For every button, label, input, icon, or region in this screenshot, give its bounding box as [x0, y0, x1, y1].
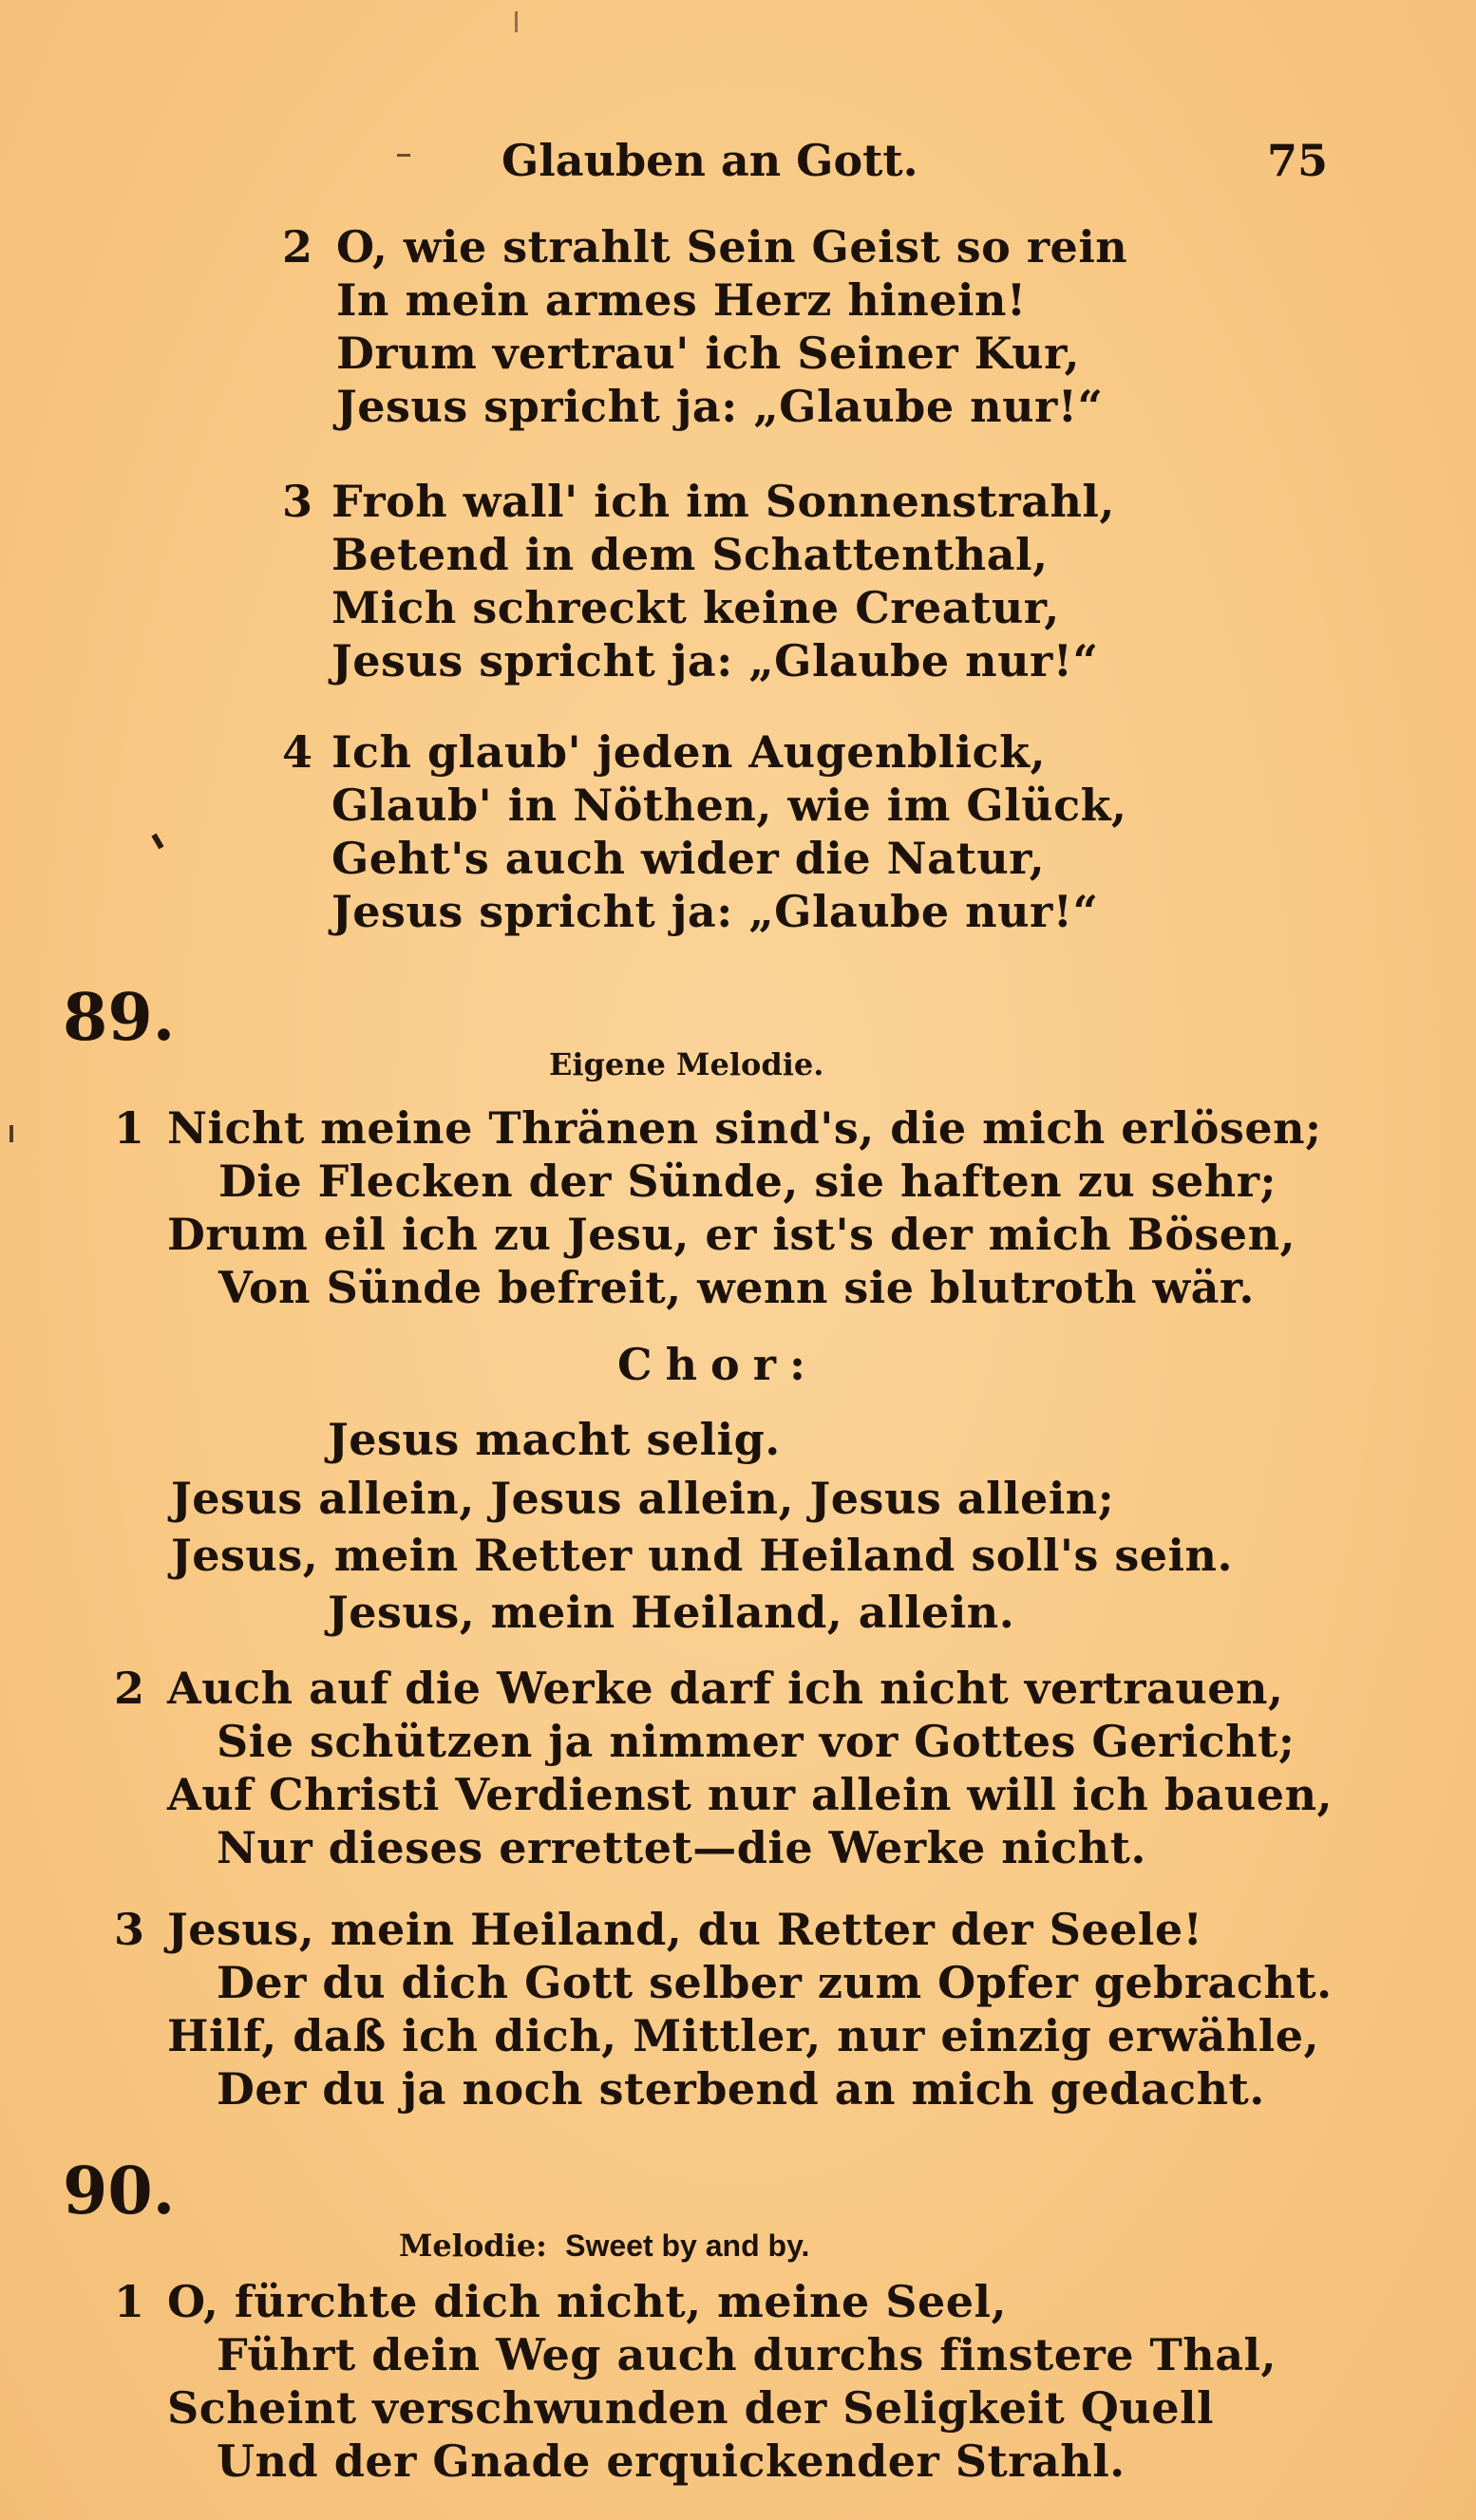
ink-speck: [151, 834, 163, 850]
verse-line: Und der Gnade erquickender Strahl.: [217, 2435, 1126, 2487]
verse-line: Jesus spricht ja: „Glaube nur!“: [331, 635, 1099, 686]
chorus-line: Jesus macht selig.: [328, 1414, 781, 1465]
verse-line: Geht's auch wider die Natur,: [331, 833, 1046, 884]
verse-line: Betend in dem Schattenthal,: [331, 529, 1049, 580]
verse-line: Jesus, mein Heiland, du Retter der Seele!: [167, 1904, 1203, 1955]
running-title: Glauben an Gott.: [501, 135, 918, 186]
hymn-number: 89.: [63, 980, 176, 1056]
verse-line: Auch auf die Werke darf ich nicht vertrauen,: [167, 1663, 1284, 1714]
melody-label: Melodie:: [399, 2228, 547, 2264]
verse-line: Nur dieses errettet—die Werke nicht.: [217, 1822, 1146, 1873]
verse-line: O, wie strahlt Sein Geist so rein: [336, 221, 1128, 273]
verse-line: Froh wall' ich im Sonnenstrahl,: [331, 476, 1115, 527]
verse-line: Ich glaub' jeden Augenblick,: [331, 726, 1046, 778]
verse-line: Auf Christi Verdienst nur allein will ich bauen,: [167, 1769, 1334, 1820]
verse-line: Jesus spricht ja: „Glaube nur!“: [331, 886, 1099, 937]
verse-number: 3: [114, 1904, 145, 1955]
hymn-number: 90.: [63, 2153, 176, 2229]
verse-number: 4: [282, 726, 313, 778]
verse-line: Der du ja noch sterbend an mich gedacht.: [217, 2063, 1265, 2115]
chorus-line: Jesus, mein Heiland, allein.: [328, 1587, 1015, 1638]
verse-line: Jesus spricht ja: „Glaube nur!“: [336, 381, 1104, 432]
verse-number: 2: [282, 221, 313, 273]
page-number: 75: [1267, 135, 1329, 186]
verse-line: Führt dein Weg auch durchs finstere Thal,: [217, 2329, 1277, 2380]
verse-line: In mein armes Herz hinein!: [336, 274, 1027, 326]
verse-number: 1: [114, 1102, 145, 1154]
ink-speck: [9, 1125, 13, 1142]
melody-title: Sweet by and by.: [565, 2229, 810, 2263]
verse-line: Sie schützen ja nimmer vor Gottes Gericht;: [217, 1716, 1296, 1767]
verse-line: Der du dich Gott selber zum Opfer gebracht.: [217, 1957, 1333, 2008]
verse-line: Die Flecken der Sünde, sie haften zu sehr;: [218, 1156, 1277, 1207]
chorus-line: Jesus allein, Jesus allein, Jesus allein;: [171, 1473, 1115, 1524]
verse-number: 1: [114, 2276, 145, 2327]
verse-line: Von Sünde befreit, wenn sie blutroth wär.: [218, 1262, 1255, 1313]
ink-dash: [397, 154, 410, 157]
ink-speck: [515, 11, 518, 32]
verse-line: O, fürchte dich nicht, meine Seel,: [167, 2276, 1007, 2327]
chorus-line: Jesus, mein Retter und Heiland soll's sein.: [171, 1530, 1233, 1581]
verse-line: Scheint verschwunden der Seligkeit Quell: [167, 2382, 1214, 2434]
verse-line: Drum vertrau' ich Seiner Kur,: [336, 328, 1081, 379]
verse-line: Hilf, daß ich dich, Mittler, nur einzig erwähle,: [167, 2010, 1319, 2061]
melody-note: [399, 2228, 809, 2264]
verse-number: 2: [114, 1663, 145, 1714]
verse-line: Nicht meine Thränen sind's, die mich erlösen;: [167, 1102, 1322, 1154]
verse-line: Drum eil ich zu Jesu, er ist's der mich Bösen,: [167, 1209, 1296, 1260]
chorus-label: Chor:: [617, 1339, 819, 1390]
melody-note: Eigene Melodie.: [549, 1046, 824, 1082]
verse-line: Mich schreckt keine Creatur,: [331, 582, 1060, 633]
verse-line: Glaub' in Nöthen, wie im Glück,: [331, 780, 1127, 831]
verse-number: 3: [282, 476, 313, 527]
